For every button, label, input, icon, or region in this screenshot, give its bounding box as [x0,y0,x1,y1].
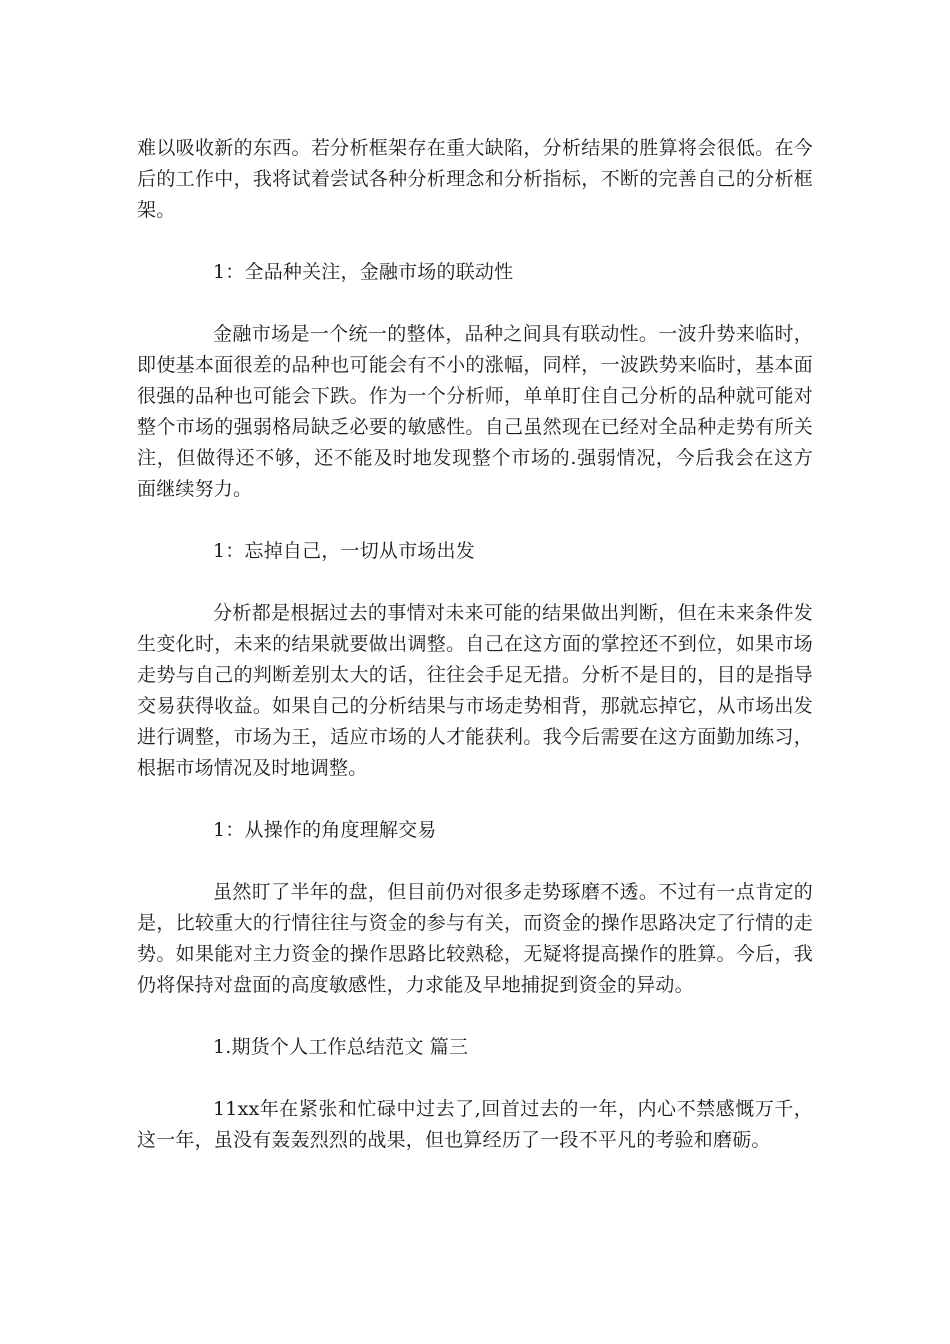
paragraph-operation: 虽然盯了半年的盘，但目前仍对很多走势琢磨不透。不过有一点肯定的是，比较重大的行情往往与资金的参与有关，而资金的操作思路决定了行情的走势。如果能对主力资金的操作思路比较熟稔，无疑将提高操作的胜算。今后，我仍将保持对盘面的高度敏感性，力求能及早地捕捉到资金的异动。 [137,881,813,996]
document-page [137,133,813,1156]
paragraph-part-three-intro: 11xx年在紧张和忙碌中过去了,回首过去的一年，内心不禁感慨万千，这一年，虽没有轰轰烈烈的战果，但也算经历了一段不平凡的考验和磨砺。 [137,1098,813,1151]
paragraph-forget-self: 分析都是根据过去的事情对未来可能的结果做出判断，但在未来条件发生变化时，未来的结果就要做出调整。自己在这方面的掌控还不到位，如果市场走势与自己的判断差别太大的话，往往会手足无措。分析不是目的，目的是指导交易获得收益。如果自己的分析结果与市场走势相背，那就忘掉它，从市场出发进行调整，市场为王，适应市场的人才能获利。我今后需要在这方面勤加练习，根据市场情况及时地调整。 [137,602,813,779]
section-heading-part-three: 1.期货个人工作总结范文 篇三 [213,1036,469,1058]
paragraph-intro-continuation: 难以吸收新的东西。若分析框架存在重大缺陷，分析结果的胜算将会很低。在今后的工作中，我将试着尝试各种分析理念和分析指标，不断的完善自己的分析框架。 [137,137,813,221]
section-heading-forget-self: 1：忘掉自己，一切从市场出发 [213,540,475,562]
paragraph-cross-market: 金融市场是一个统一的整体，品种之间具有联动性。一波升势来临时，即使基本面很差的品种也可能会有不小的涨幅，同样，一波跌势来临时，基本面很强的品种也可能会下跌。作为一个分析师，单单盯住自己分析的品种就可能对整个市场的强弱格局缺乏必要的敏感性。自己虽然现在已经对全品种走势有所关注，但做得还不够，还不能及时地发现整个市场的.强弱情况，今后我会在这方面继续努力。 [137,323,813,500]
section-heading-cross-market: 1：全品种关注，金融市场的联动性 [213,261,514,283]
section-heading-operation: 1：从操作的角度理解交易 [213,819,437,841]
